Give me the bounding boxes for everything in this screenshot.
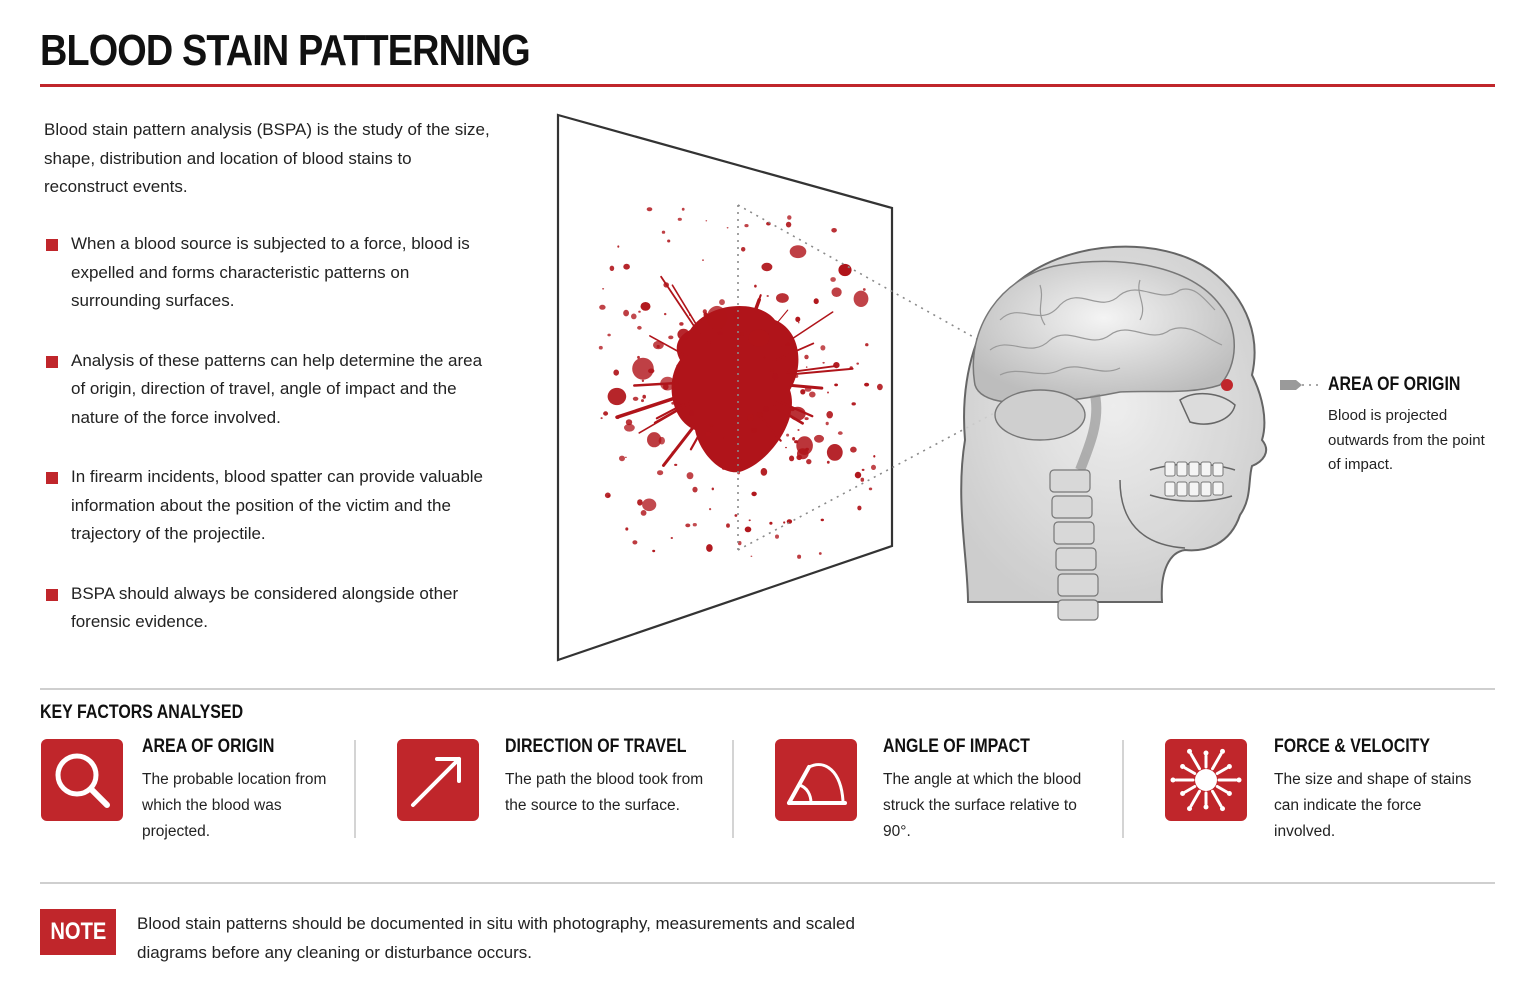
magnifier-icon (41, 739, 123, 821)
projectile-marker-icon (1280, 380, 1318, 390)
factor-title-direction-of-travel: DIRECTION OF TRAVEL (505, 736, 687, 757)
bullet-square-icon (46, 472, 58, 484)
factor-title-force-velocity: FORCE & VELOCITY (1274, 736, 1431, 757)
bullet-square-icon (46, 356, 58, 368)
section-divider (40, 688, 1495, 690)
bullet-square-icon (46, 239, 58, 251)
origin-callout-title: AREA OF ORIGIN (1328, 374, 1461, 395)
page-title: BLOOD STAIN PATTERNING (40, 26, 530, 75)
factor-divider (354, 740, 356, 838)
note-badge (40, 909, 116, 955)
spatter-illustration (540, 100, 1320, 680)
origin-callout-text: Blood is projected outwards from the point of impact. (1328, 407, 1485, 473)
origin-point-marker (1221, 379, 1233, 391)
intro-paragraph: Blood stain pattern analysis (BSPA) is the study of the size, shape, distribution and location of blood stains to reconstruct events. (44, 120, 490, 196)
factor-text-area-of-origin: The probable location from which the blood was projected. (142, 771, 327, 840)
bullet-item (44, 347, 494, 433)
bullet-text: BSPA should always be considered alongside other forensic evidence. (71, 583, 459, 631)
factor-divider (732, 740, 734, 838)
splatter-icon (1165, 739, 1247, 821)
factor-text-direction-of-travel: The path the blood took from the source to the surface. (505, 771, 704, 814)
diagonal-arrow-icon (397, 739, 479, 821)
bullet-text: When a blood source is subjected to a force, blood is expelled and forms characteristic patterns on surrounding surfaces. (71, 234, 470, 310)
note-badge-label: NOTE (49, 918, 106, 945)
key-factors-heading: KEY FACTORS ANALYSED (40, 702, 244, 723)
factor-title-angle-of-impact: ANGLE OF IMPACT (883, 736, 1030, 757)
bullet-list (44, 230, 494, 668)
factor-divider (1122, 740, 1124, 838)
angle-icon (775, 739, 857, 821)
bullet-item (44, 580, 494, 637)
bullet-item (44, 230, 494, 316)
bullet-text: In firearm incidents, blood spatter can provide valuable information about the position of the victim and the trajectory of the projectile. (71, 467, 484, 543)
section-divider (40, 882, 1495, 884)
head-xray-illustration (961, 247, 1266, 620)
factor-text-force-velocity: The size and shape of stains can indicate the force involved. (1274, 771, 1472, 840)
bullet-text: Analysis of these patterns can help determine the area of origin, direction of travel, angle of impact and the nature of the force involved. (71, 350, 483, 427)
factor-title-area-of-origin: AREA OF ORIGIN (142, 736, 275, 757)
title-underline (40, 84, 1495, 87)
factor-text-angle-of-impact: The angle at which the blood struck the surface relative to 90°. (883, 771, 1082, 840)
bullet-square-icon (46, 589, 58, 601)
note-text: Blood stain patterns should be documented in situ with photography, measurements and scaled diagrams before any cleaning or disturbance occurs. (137, 914, 855, 962)
bullet-item (44, 463, 494, 549)
